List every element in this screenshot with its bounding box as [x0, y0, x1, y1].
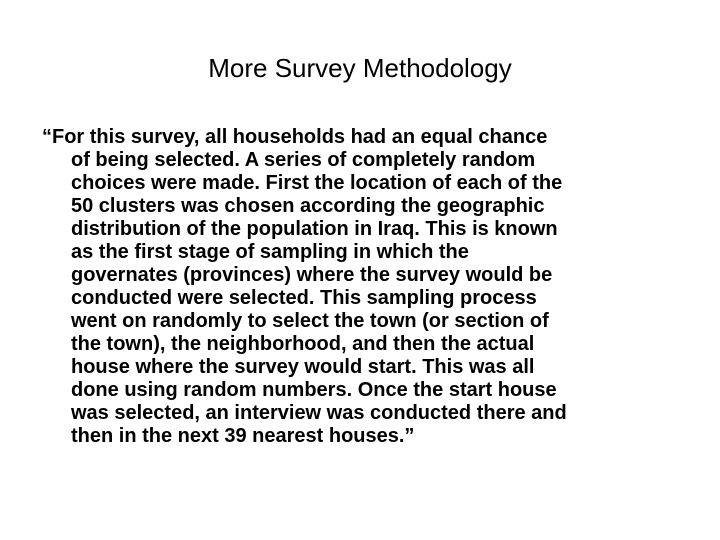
body-line-1: “For this survey, all households had an equal chance: [42, 126, 548, 148]
body-line-6: as the first stage of sampling in which the: [71, 241, 469, 263]
body-line-12: done using random numbers. Once the start house: [71, 379, 557, 401]
body-line-11: house where the survey would start. This was all: [71, 356, 535, 378]
slide-title: More Survey Methodology: [208, 53, 512, 83]
body-line-8: conducted were selected. This sampling process: [71, 287, 537, 309]
slide-body-quote: [42, 126, 682, 448]
body-line-2: of being selected. A series of completely random: [71, 149, 536, 171]
body-line-7: governates (provinces) where the survey would be: [71, 264, 553, 286]
body-line-13: was selected, an interview was conducted there and: [71, 402, 567, 424]
body-line-9: went on randomly to select the town (or section of: [71, 310, 549, 332]
body-line-4: 50 clusters was chosen according the geographic: [71, 195, 545, 217]
body-line-10: the town), the neighborhood, and then the actual: [71, 333, 535, 355]
body-line-14: then in the next 39 nearest houses.”: [71, 425, 415, 447]
body-line-3: choices were made. First the location of each of the: [71, 172, 563, 194]
body-line-5: distribution of the population in Iraq. This is known: [71, 218, 558, 240]
